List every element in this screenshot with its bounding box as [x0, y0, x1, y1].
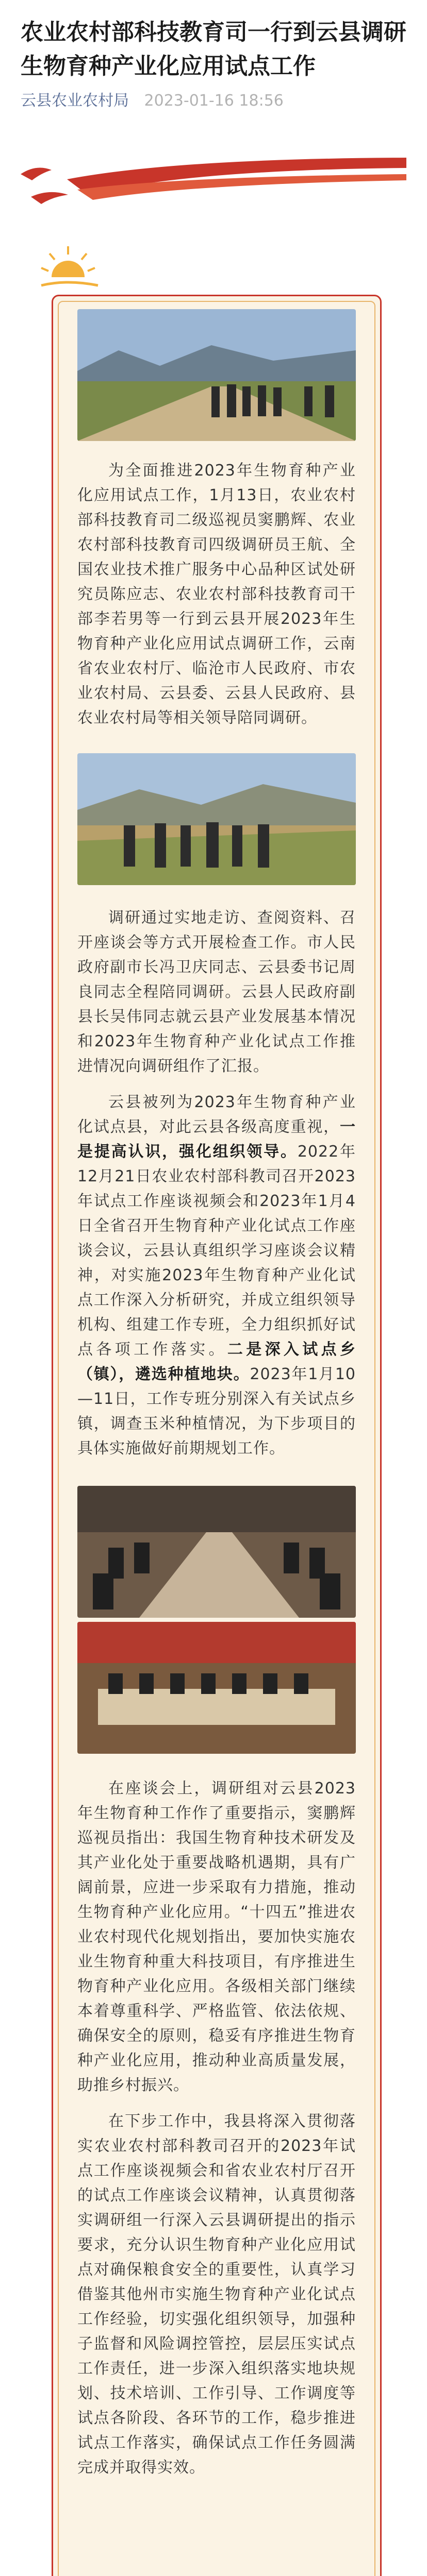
meeting-photo-1 [77, 1486, 356, 1618]
paragraph-3-text-2: 2022年12月21日农业农村部科教司召开2023年试点工作座谈视频会和2023年1月4日全省召开生物育种产业化试点工作座谈会议，云县认真组织学习座谈会议精神，对实施2023年生物育种产业化试点工作深入分析研究，并成立组织领导机构、组建工作专班，全力组织抓好试点各项工作落实。 [77, 1143, 356, 1359]
field-visit-photo-1 [77, 309, 356, 441]
paragraph-3-highlight-1: 一是提高认识，强化组织领导。 [77, 1118, 356, 1161]
account-link[interactable]: 云县农业农村局 [21, 92, 129, 110]
meeting-photo-2 [77, 1622, 356, 1754]
sun-icon [41, 246, 98, 285]
paragraph-5: 在下步工作中，我县将深入贯彻落实农业农村部科教司召开的2023年试点工作座谈视频会和省农业农村厅召开的试点工作座谈会议精神，认真贯彻落实调研组一行深入云县调研提出的指示要求，充分认识生物育种产业化应用试点对确保粮食安全的重要性，认真学习借鉴其他州市实施生物育种产业化试点工作经验，切实强化组织领导，加强种子监督和风险调控管控，层层压实试点工作责任，进一步深入组织落实地块规划、技术培训、工作引导、工作调度等试点各阶段、各环节的工作，稳步推进试点工作落实，确保试点工作任务圆满完成并取得实效。 [77, 2112, 356, 2477]
paragraph-3-highlight-2: 二是深入试点乡（镇），遴选种植地块。 [77, 1341, 356, 1383]
paragraph-1: 为全面推进2023年生物育种产业化应用试点工作，1月13日，农业农村部科技教育司二级巡视员窦鹏辉、农业农村部科技教育司四级调研员王航、全国农业技术推广服务中心品种区试处研究员陈应志、农业农村部科技教育司干部李若男等一行到云县开展2023年生物育种产业化应用试点调研工作，云南省农业农村厅、临沧市人民政府、市农业农村局、云县委、云县人民政府、县农业农村局等相关领导陪同调研。 [77, 462, 356, 727]
paragraph-3-text: 云县被列为2023年生物育种产业化试点县，对此云县各级高度重视， [77, 1093, 356, 1136]
swallow-icon [21, 168, 68, 205]
paragraph-3-text-3: 2023年1月10—11日，工作专班分别深入有关试点乡镇，调查玉米种植情况，为下步项目的具体实施做好前期规划工作。 [77, 1365, 356, 1458]
article-meta [21, 91, 284, 111]
publish-date: 2023-01-16 18:56 [144, 92, 284, 110]
paragraph-3 [77, 1090, 356, 1461]
paragraph-4: 在座谈会上，调研组对云县2023年生物育种工作作了重要指示，窦鹏辉巡视员指出：我国生物育种技术研发及其产业化处于重要战略机遇期，具有广阔前景，应进一步采取有力措施，推动生物育种产业化应用。“十四五”推进农业农村现代化规划指出，要加快实施农业生物育种重大科技项目，有序推进生物育种产业化应用。各级相关部门继续本着尊重科学、严格监管、依法依规、确保安全的原则，稳妥有序推进生物育种产业化应用，推动种业高质量发展，助推乡村振兴。 [77, 1780, 356, 2094]
decorative-banner [21, 138, 406, 308]
paragraph-2: 调研通过实地走访、查阅资料、召开座谈会等方式开展检查工作。市人民政府副市长冯卫庆同志、云县委书记周良同志全程陪同调研。云县人民政府副县长吴伟同志就云县产业发展基本情况和2023年生物育种产业化试点工作推进情况向调研组作了汇报。 [77, 909, 356, 1075]
field-visit-photo-2 [77, 753, 356, 885]
article-body [77, 309, 356, 2480]
page-title: 农业农村部科技教育司一行到云县调研生物育种产业化应用试点工作 [21, 19, 406, 79]
